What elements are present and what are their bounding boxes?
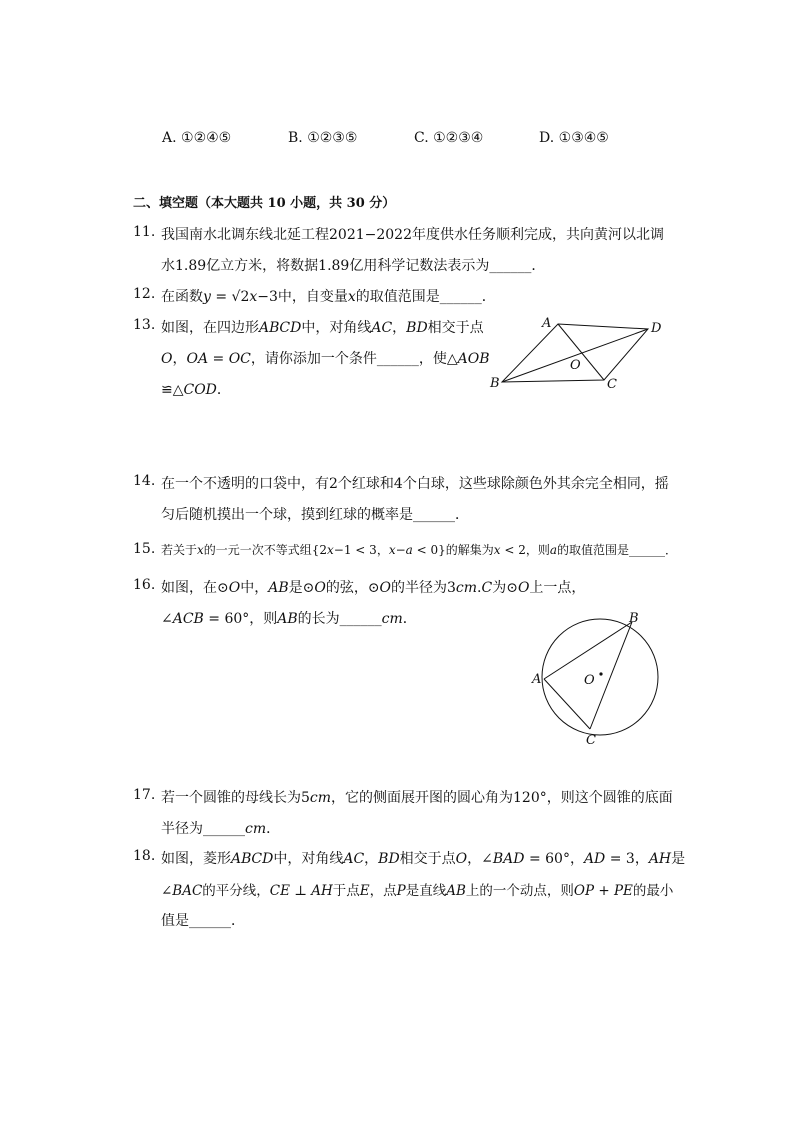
label-o: O <box>570 358 581 373</box>
option-letter: D. <box>539 130 555 146</box>
question-number: 18. <box>133 848 156 864</box>
question-number: 16. <box>133 577 156 593</box>
question-text-line: 半径为______𝑐𝑚． <box>161 821 281 837</box>
figure-quadrilateral <box>482 312 672 396</box>
option-b[interactable] <box>288 130 357 146</box>
option-letter: A. <box>162 130 177 146</box>
question-text-line: 匀后随机摸出一个球，摸到红球的概率是______． <box>161 507 469 523</box>
label-d: D <box>651 321 662 336</box>
center-point <box>599 672 602 675</box>
question-text-line: 𝑂，𝑂𝐴 = 𝑂𝐶，请你添加一个条件______，使△𝐴𝑂𝐵 <box>161 351 490 367</box>
option-letter: B. <box>288 130 303 146</box>
section-title: 二、填空题（本大题共 10 小题，共 30 分） <box>133 196 396 211</box>
question-number: 17. <box>133 787 156 803</box>
option-text: ①②③④ <box>433 130 484 146</box>
label-c: C <box>586 733 596 748</box>
label-b: B <box>629 611 639 626</box>
option-text: ①②④⑤ <box>181 130 232 146</box>
question-number: 14. <box>133 473 156 489</box>
option-c[interactable] <box>414 130 483 146</box>
question-text-line: 我国南水北调东线北延工程2021−2022年度供水任务顺利完成，共向黄河以北调 <box>161 227 664 243</box>
question-text-line: 若关于𝑥的一元一次不等式组{2𝑥−1 < 3，𝑥−𝑎 < 0}的解集为𝑥 < 2，则𝑎的取值范围是______． <box>161 543 677 557</box>
question-text-line: 值是______． <box>161 913 245 929</box>
label-o: O <box>584 673 595 688</box>
question-text-line: ∠𝐵𝐴𝐶的平分线，𝐶𝐸 ⊥ 𝐴𝐻于点𝐸，点𝑃是直线𝐴𝐵上的一个动点，则𝑂𝑃 + 𝑃𝐸的最小 <box>161 883 674 899</box>
figure-circle <box>526 606 666 752</box>
question-number: 15. <box>133 541 156 557</box>
question-number: 13. <box>133 317 156 333</box>
option-a[interactable] <box>162 130 231 146</box>
question-text-line: 如图，在四边形𝐴𝐵𝐶𝐷中，对角线𝐴𝐶，𝐵𝐷相交于点 <box>161 320 484 336</box>
question-text-line: 在一个不透明的口袋中，有2个红球和4个白球，这些球除颜色外其余完全相同，摇 <box>161 476 669 492</box>
question-number: 12. <box>133 286 156 302</box>
option-text: ①②③⑤ <box>307 130 358 146</box>
answer-options <box>162 130 682 150</box>
label-a: A <box>542 316 552 331</box>
label-a: A <box>532 672 542 687</box>
option-letter: C. <box>414 130 429 146</box>
question-text-line: 如图，菱形𝐴𝐵𝐶𝐷中，对角线𝐴𝐶，𝐵𝐷相交于点𝑂，∠𝐵𝐴𝐷 = 60°，𝐴𝐷 = 3，𝐴𝐻是 <box>161 851 686 867</box>
question-text-line: 如图，在⊙𝑂中，𝐴𝐵是⊙𝑂的弦，⊙𝑂的半径为3𝑐𝑚.𝐶为⊙𝑂上一点， <box>161 580 586 596</box>
question-text-line: 在函数𝑦 = √2𝑥−3中，自变量𝑥的取值范围是______． <box>161 289 496 305</box>
question-text-line: ∠𝐴𝐶𝐵 = 60°，则𝐴𝐵的长为______𝑐𝑚． <box>161 611 417 627</box>
question-text-line: 水1.89亿立方米，将数据1.89亿用科学记数法表示为______． <box>161 258 546 274</box>
option-text: ①③④⑤ <box>558 130 609 146</box>
option-d[interactable] <box>539 130 609 146</box>
question-text-line: 若一个圆锥的母线长为5𝑐𝑚，它的侧面展开图的圆心角为120°，则这个圆锥的底面 <box>161 790 673 806</box>
question-text-line: ≌△𝐶𝑂𝐷． <box>161 382 231 398</box>
question-number: 11. <box>133 224 156 240</box>
label-b: B <box>490 376 500 391</box>
label-c: C <box>607 377 617 392</box>
